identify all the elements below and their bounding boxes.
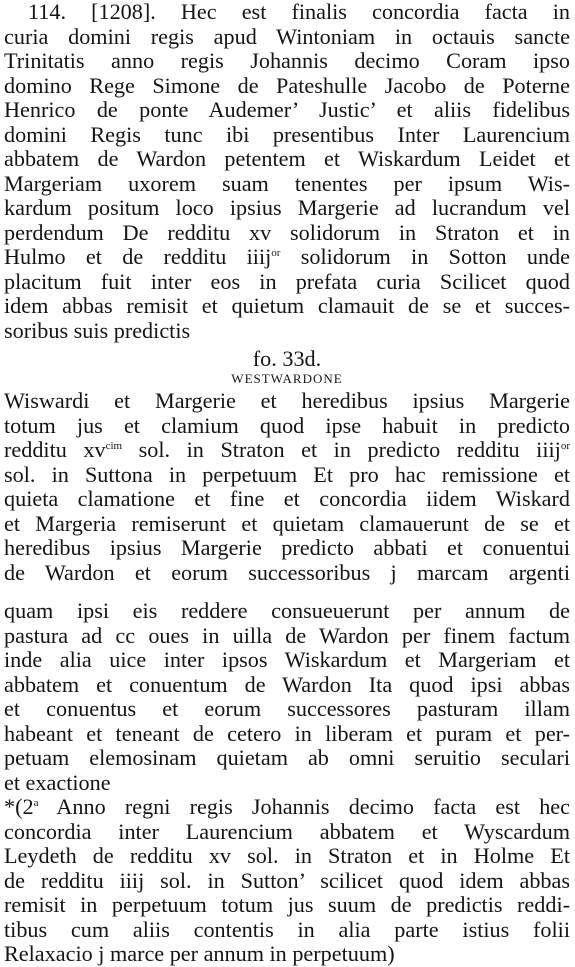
- text-line: sol. in Suttona in perpetuum Et pro hac remissione et: [4, 461, 570, 487]
- text-line: heredibus ipsius Margerie predicto abbati et conuentui: [4, 535, 570, 560]
- text-line: inde alia uice inter ipsos Wiskardum et Margeriam et: [4, 647, 570, 672]
- text-line: 114. [1208]. Hec est finalis concordia facta in: [28, 0, 571, 24]
- paragraph-note: [4, 795, 570, 967]
- text-line: kardum positum loco ipsius Margerie ad lucrandum vel: [4, 195, 570, 220]
- text-line: perdendum De redditu xv solidorum in Straton et in: [4, 219, 570, 245]
- document-page: [4, 0, 570, 967]
- text-line: soribus suis predictis: [4, 317, 191, 343]
- text-line: petuam elemosinam quietam ab omni seruitio seculari: [4, 745, 570, 770]
- text-line: de redditu iiij sol. in Sutton’ scilicet quod idem abbas: [4, 867, 570, 893]
- text-line: quam ipsi eis reddere consueuerunt per annum de: [4, 598, 570, 623]
- text-line: *(2$^a$ Anno regni regis Johannis decimo facta est hec: [4, 794, 570, 819]
- text-line: curia domini regis apud Wintoniam in octauis sancte: [4, 23, 570, 49]
- text-line: Margeriam uxorem suam tenentes per ipsum Wis-: [4, 170, 570, 196]
- text-line: et exactione: [4, 769, 111, 795]
- text-line: quieta clamatione et fine et concordia iidem Wiskard: [4, 486, 570, 511]
- text-line: pastura ad cc oues in uilla de Wardon per finem factum: [4, 622, 570, 648]
- text-line: Leydeth de redditu xv sol. in Straton et in Holme Et: [4, 843, 570, 868]
- text-line: domino Rege Simone de Pateshulle Jacobo de Poterne: [4, 72, 570, 98]
- text-line: Henrico de ponte Audemer’ Justic’ et aliis fidelibus: [4, 97, 570, 122]
- text-line: domini Regis tunc ibi presentibus Inter Laurencium: [4, 121, 570, 147]
- text-line: Wiswardi et Margerie et heredibus ipsius Margerie: [4, 388, 570, 413]
- text-line: idem abbas remisit et quietum clamauit de se et succes-: [4, 293, 570, 318]
- folio-heading: fo. 33d.: [252, 346, 322, 371]
- text-line: tibus cum aliis contentis in alia parte istius folii: [4, 916, 570, 942]
- entry-date: [1208].: [91, 0, 156, 24]
- text-line: remisit in perpetuum totum jus suum de predictis reddi-: [4, 892, 570, 917]
- paragraph-entry-114: [4, 0, 570, 343]
- text-line: totum jus et clamium quod ipse habuit in predicto: [4, 412, 570, 438]
- text-line: concordia inter Laurencium abbatem et Wyscardum: [4, 818, 570, 844]
- text-line: Trinitatis anno regis Johannis decimo Coram ipso: [4, 48, 570, 73]
- text-line: redditu $xv^{cim}$ sol. in Straton et in predicto redditu iiij$^{or}$: [4, 437, 570, 462]
- text-line: abbatem et conuentum de Wardon Ita quod ipsi abbas: [4, 671, 570, 697]
- paragraph-pastura: [4, 599, 570, 795]
- entry-number: 114.: [28, 0, 67, 24]
- text-line: et Margeria remiserunt et quietam clamauerunt de se et: [4, 510, 570, 536]
- text-line: et conuentus et eorum successores pasturam illam: [4, 696, 570, 721]
- folio-subheading: WESTWARDONE: [231, 371, 343, 386]
- text-line: abbatem de Wardon petentem et Wiskardum Leidet et: [4, 146, 570, 171]
- text-line: de Wardon et eorum successoribus j marcam argenti: [4, 559, 570, 585]
- paragraph-continuation: [4, 389, 570, 585]
- text-line: placitum fuit inter eos in prefata curia Scilicet quod: [4, 268, 570, 294]
- text-line: Hulmo et de redditu iiij$^{or}$ solidorum in Sotton unde: [4, 244, 570, 269]
- section-gap: [4, 585, 570, 599]
- text-line: habeant et teneant de cetero in liberam et puram et per-: [4, 720, 570, 746]
- text-line: Relaxacio j marce per annum in perpetuum): [4, 941, 395, 966]
